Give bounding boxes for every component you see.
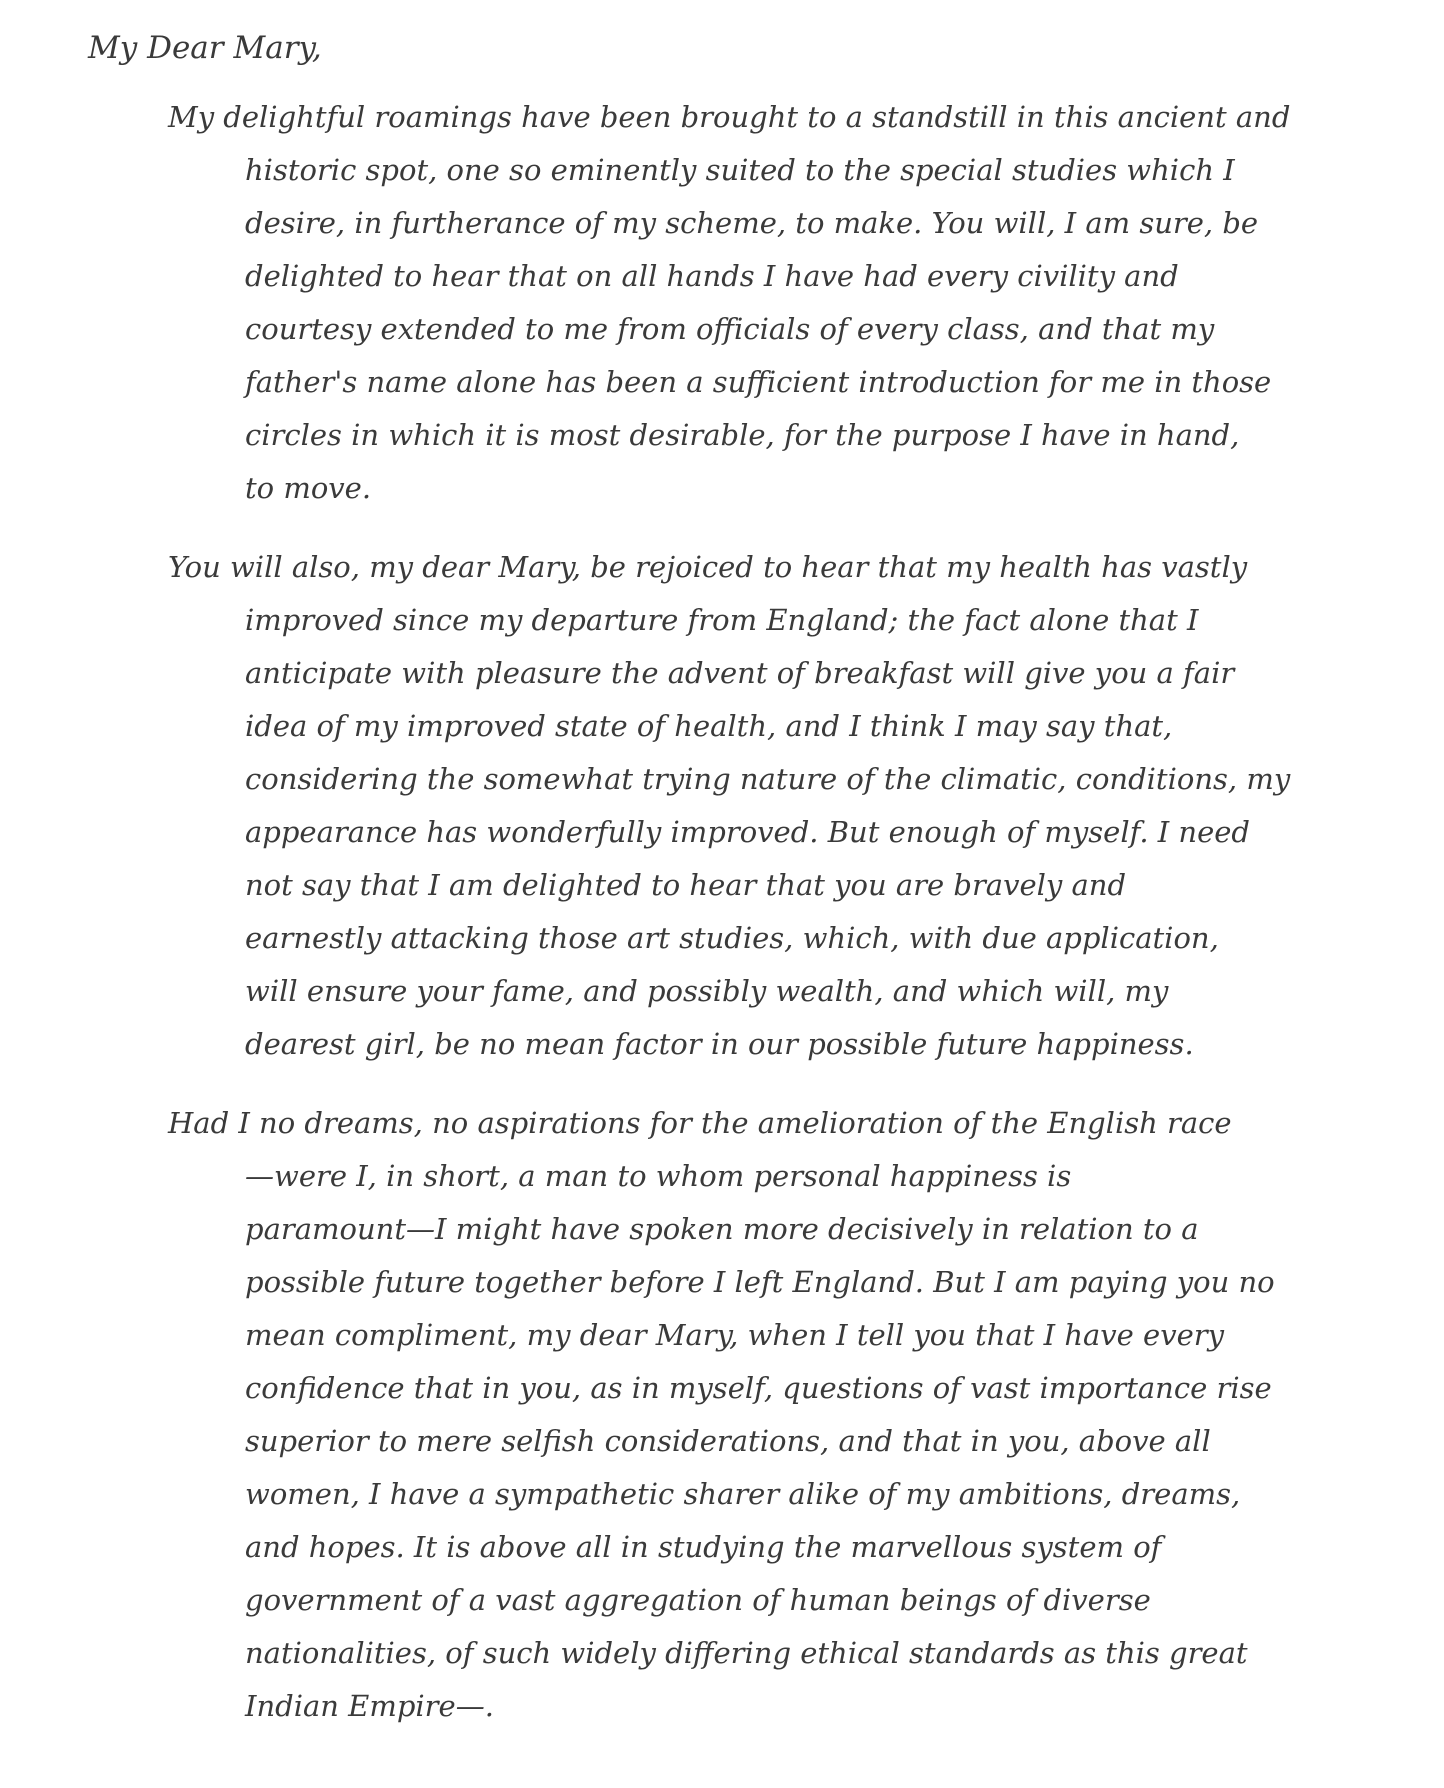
letter-paragraph-2	[168, 541, 1444, 1071]
letter-paragraph-3	[168, 1097, 1444, 1733]
letter-line: possible future together before I left England. But I am paying you no	[245, 1265, 1275, 1299]
letter-line: earnestly attacking those art studies, which, with due application,	[245, 921, 1219, 955]
letter-line: circles in which it is most desirable, for the purpose I have in hand,	[245, 418, 1240, 452]
letter-line: paramount—I might have spoken more decisively in relation to a	[245, 1212, 1199, 1246]
letter-line: not say that I am delighted to hear that you are bravely and	[245, 868, 1127, 902]
letter-line: Had I no dreams, no aspirations for the amelioration of the English race	[168, 1106, 1232, 1140]
letter-line: nationalities, of such widely differing ethical standards as this great	[245, 1636, 1248, 1670]
letter-line: desire, in furtherance of my scheme, to make. You will, I am sure, be	[245, 206, 1259, 240]
letter-line: dearest girl, be no mean factor in our possible future happiness.	[245, 1027, 1194, 1061]
letter-line: Indian Empire—.	[245, 1689, 494, 1723]
letter-line: appearance has wonderfully improved. But enough of myself. I need	[245, 815, 1250, 849]
letter-line: superior to mere selfish considerations, and that in you, above all	[245, 1424, 1211, 1458]
letter-line: considering the somewhat trying nature of the climatic, conditions, my	[245, 762, 1291, 796]
letter-line: confidence that in you, as in myself, questions of vast importance rise	[245, 1371, 1272, 1405]
letter-line: historic spot, one so eminently suited to the special studies which I	[245, 153, 1235, 187]
letter-line: government of a vast aggregation of human beings of diverse	[245, 1583, 1151, 1617]
letter-salutation: My Dear Mary,	[88, 30, 322, 66]
letter-line: will ensure your fame, and possibly wealth, and which will, my	[245, 974, 1169, 1008]
letter-line: improved since my departure from England; the fact alone that I	[245, 603, 1199, 637]
letter-line: father's name alone has been a sufficient introduction for me in those	[245, 365, 1272, 399]
letter-line: courtesy extended to me from officials of every class, and that my	[245, 312, 1215, 346]
letter-line: My delightful roamings have been brought to a standstill in this ancient and	[168, 100, 1291, 134]
letter-line: delighted to hear that on all hands I have had every civility and	[245, 259, 1179, 293]
letter-line: women, I have a sympathetic sharer alike of my ambitions, dreams,	[245, 1477, 1241, 1511]
letter-line: and hopes. It is above all in studying the marvellous system of	[245, 1530, 1162, 1564]
letter-line: idea of my improved state of health, and I think I may say that,	[245, 709, 1173, 743]
letter-line: anticipate with pleasure the advent of breakfast will give you a fair	[245, 656, 1235, 690]
letter-line: mean compliment, my dear Mary, when I tell you that I have every	[245, 1318, 1225, 1352]
letter-line: to move.	[245, 471, 372, 505]
letter-line: —were I, in short, a man to whom personal happiness is	[245, 1159, 1072, 1193]
letter-line: You will also, my dear Mary, be rejoiced to hear that my health has vastly	[168, 550, 1248, 584]
letter-paragraph-1	[168, 91, 1444, 515]
